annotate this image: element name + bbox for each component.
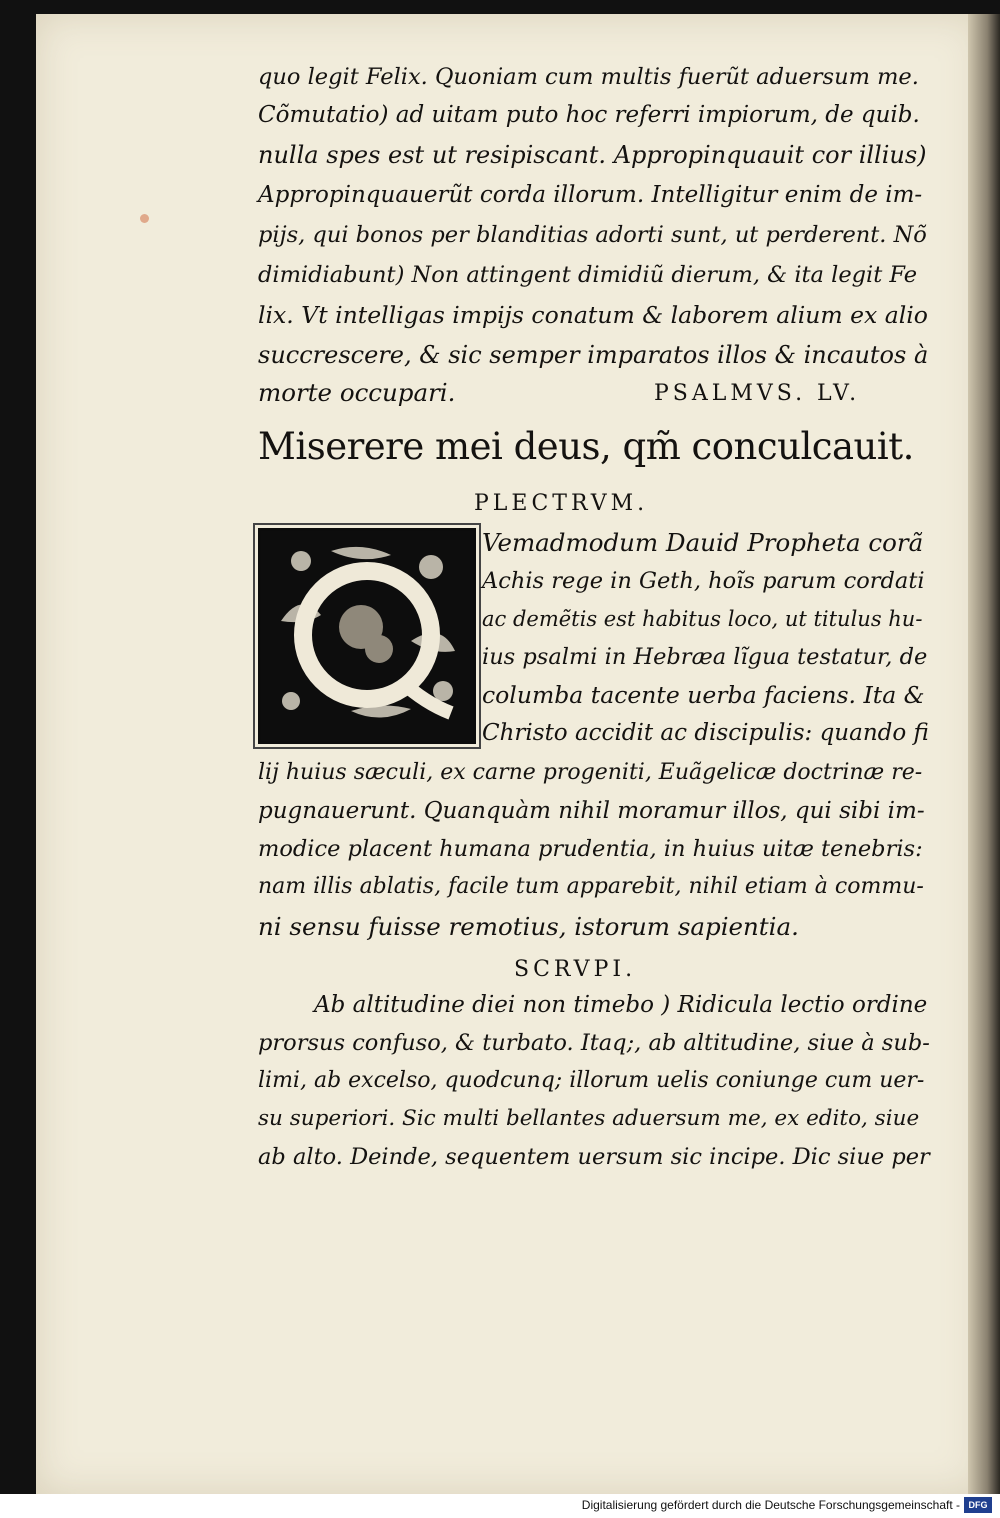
book-gutter <box>968 14 1000 1494</box>
text-line: Ab altitudine diei non timebo ) Ridicula lectio ordine <box>314 992 928 1018</box>
text-line: Achis rege in Geth, hoĩs parum cordati <box>482 568 925 594</box>
text-line: nam illis ablatis, facile tum apparebit, nihil etiam à commu- <box>258 874 924 899</box>
text-line: succrescere, & sic semper imparatos illos & incautos à <box>258 341 929 369</box>
text-line: ab alto. Deinde, sequentem uersum sic incipe. Dic siue per <box>258 1144 930 1170</box>
footer-bar <box>0 1494 1000 1518</box>
text-line: nulla spes est ut resipiscant. Appropinquauit cor illius) <box>258 141 927 169</box>
text-line: Appropinquauerũt corda illorum. Intelligitur enim de im- <box>258 182 923 208</box>
text-line: su superiori. Sic multi bellantes aduersum me, ex edito, siue <box>258 1106 920 1131</box>
text-line: limi, ab excelso, quodcunq; illorum uelis coniunge cum uer- <box>258 1068 925 1093</box>
text-line: lix. Vt intelligas impijs conatum & laborem alium ex alio <box>258 301 928 329</box>
text-line: morte occupari. <box>258 378 456 407</box>
text-line: modice placent humana prudentia, in huius uitæ tenebris: <box>258 836 923 862</box>
text-line: pijs, qui bonos per blanditias adorti sunt, ut perderent. Nõ <box>258 222 927 248</box>
text-line: Cõmutatio) ad uitam puto hoc referri impiorum, de quib. <box>258 102 920 128</box>
digitization-credit: Digitalisierung gefördert durch die Deutsche Forschungsgemeinschaft - <box>581 1498 960 1512</box>
text-line: Christo accidit ac discipulis: quando fi <box>482 720 929 746</box>
text-line: ius psalmi in Hebræa lĩgua testatur, de <box>482 644 928 670</box>
scrupi-heading: SCRVPI. <box>514 957 637 982</box>
dfg-logo-icon: DFG <box>964 1497 992 1513</box>
decorated-initial <box>258 528 476 744</box>
text-line: pugnauerunt. Quanquàm nihil moramur illos, qui sibi im- <box>258 798 925 824</box>
paper-stain <box>140 214 149 223</box>
text-line: quo legit Felix. Quoniam cum multis fuerũt aduersum me. <box>258 64 919 90</box>
text-line: columba tacente uerba faciens. Ita & <box>482 681 925 709</box>
psalm-incipit: Miserere mei deus, qm̃ conculcauit. <box>258 425 914 468</box>
text-line: dimidiabunt) Non attingent dimidiũ dierum, & ita legit Fe <box>258 262 918 288</box>
text-line: prorsus confuso, & turbato. Itaq;, ab altitudine, siue à sub- <box>258 1030 930 1056</box>
text-line: ac demẽtis est habitus loco, ut titulus hu- <box>482 607 923 631</box>
plectrum-heading: PLECTRVM. <box>474 491 649 516</box>
text-line: Vemadmodum Dauid Propheta corã <box>482 528 924 557</box>
text-line: lij huius sæculi, ex carne progeniti, Euãgelicæ doctrinæ re- <box>258 760 923 785</box>
text-line: ni sensu fuisse remotius, istorum sapientia. <box>258 912 799 941</box>
psalm-heading: PSALMVS. LV. <box>654 381 861 406</box>
initial-ornament <box>261 531 473 741</box>
